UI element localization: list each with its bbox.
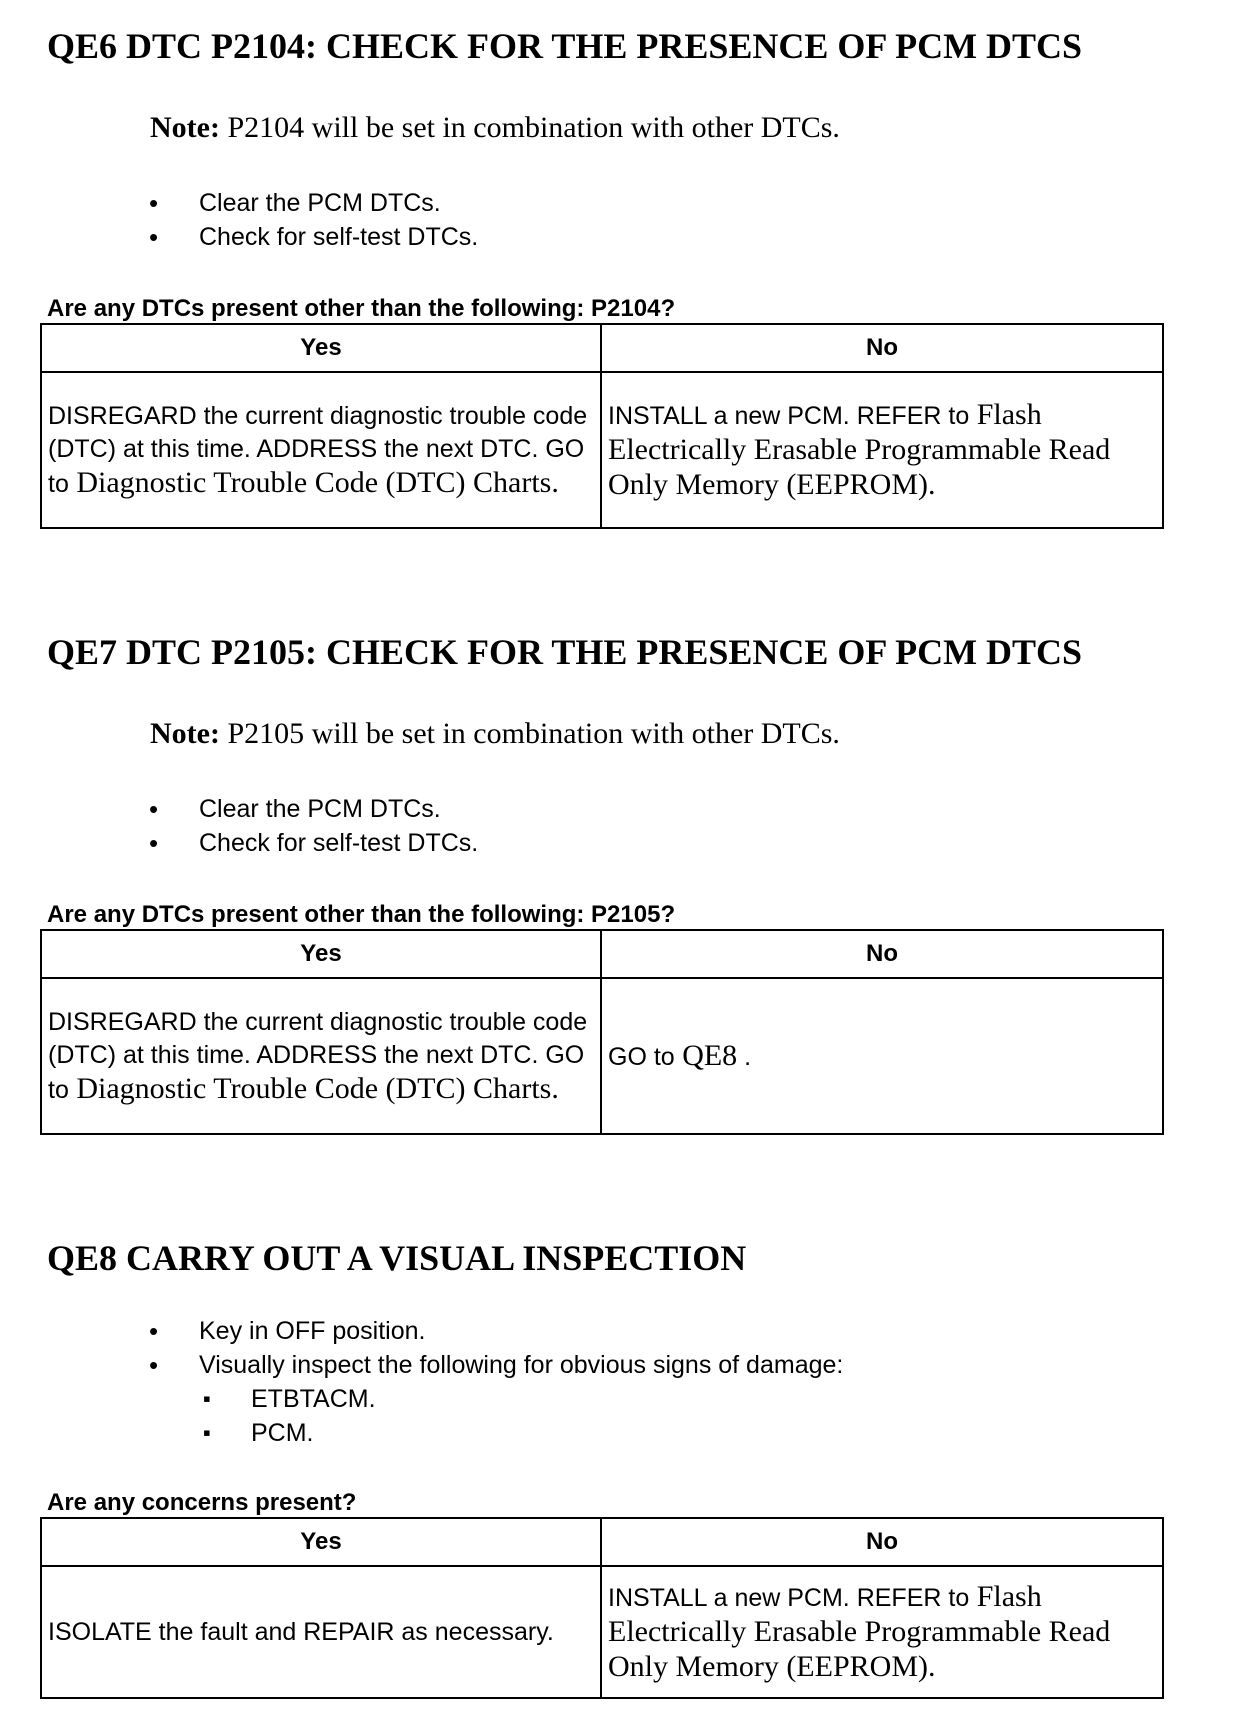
note <box>150 716 840 752</box>
step-list <box>163 186 478 254</box>
step-list <box>163 1314 843 1382</box>
note-label: Note: <box>150 111 220 144</box>
substep-list <box>163 1382 376 1450</box>
no-text-end: . <box>737 1042 752 1071</box>
step-item: • Check for self-test DTCs. <box>149 826 478 860</box>
question: Are any concerns present? <box>47 1489 357 1516</box>
yes-cell <box>41 978 601 1134</box>
no-header: No <box>601 930 1163 978</box>
no-link[interactable]: Flash Electrically Erasable Programmable Read Only Memory (EEPROM). <box>608 397 1111 501</box>
no-text: INSTALL a new PCM. REFER to <box>608 1583 970 1612</box>
no-link[interactable]: Flash Electrically Erasable Programmable Read Only Memory (EEPROM). <box>608 1579 1111 1683</box>
answer-table <box>40 929 1164 1135</box>
note-text: P2105 will be set in combination with other DTCs. <box>219 717 840 750</box>
yes-header: Yes <box>41 1518 601 1566</box>
no-header: No <box>601 1518 1163 1566</box>
no-cell <box>601 978 1163 1134</box>
step-list <box>163 792 478 860</box>
yes-cell <box>41 372 601 528</box>
question: Are any DTCs present other than the following: P2105? <box>47 901 676 928</box>
step-item <box>149 1348 843 1382</box>
yes-link[interactable]: Diagnostic Trouble Code (DTC) Charts. <box>68 1071 559 1105</box>
answer-table <box>40 1517 1164 1699</box>
no-text: GO to <box>608 1042 675 1071</box>
step-item: • Check for self-test DTCs. <box>149 220 478 254</box>
note-label: Note: <box>150 717 220 750</box>
yes-text: DISREGARD the current diagnostic trouble code (DTC) at this time. ADDRESS the next DTC. GO to <box>48 401 588 498</box>
note-text: P2104 will be set in combination with other DTCs. <box>219 111 840 144</box>
section-qe6 <box>47 26 1167 546</box>
yes-cell <box>41 1566 601 1698</box>
yes-header: Yes <box>41 324 601 372</box>
yes-link[interactable]: Diagnostic Trouble Code (DTC) Charts. <box>68 465 559 499</box>
section-heading: QE6 DTC P2104: CHECK FOR THE PRESENCE OF PCM DTCS <box>47 26 1083 66</box>
question: Are any DTCs present other than the following: P2104? <box>47 295 676 322</box>
no-text: INSTALL a new PCM. REFER to <box>608 401 970 430</box>
section-heading: QE8 CARRY OUT A VISUAL INSPECTION <box>47 1238 747 1278</box>
step-item: • Clear the PCM DTCs. <box>149 186 478 220</box>
no-cell <box>601 1566 1163 1698</box>
substep-item: ▪ ETBTACM. <box>149 1382 376 1416</box>
yes-header: Yes <box>41 930 601 978</box>
no-cell <box>601 372 1163 528</box>
step-item: • Clear the PCM DTCs. <box>149 792 478 826</box>
answer-table <box>40 323 1164 529</box>
section-heading: QE7 DTC P2105: CHECK FOR THE PRESENCE OF PCM DTCS <box>47 632 1083 672</box>
yes-text: ISOLATE the fault and REPAIR as necessary. <box>48 1617 554 1646</box>
section-qe7 <box>47 632 1167 1152</box>
note <box>150 110 840 146</box>
step-text: Visually inspect the following for obvious signs of damage: <box>199 1351 844 1379</box>
substep-item: ▪ PCM. <box>149 1416 376 1450</box>
yes-text: DISREGARD the current diagnostic trouble code (DTC) at this time. ADDRESS the next DTC. GO to <box>48 1007 588 1104</box>
section-qe8 <box>47 1238 1167 1718</box>
no-header: No <box>601 324 1163 372</box>
step-item: • Key in OFF position. <box>149 1314 843 1348</box>
no-link[interactable]: QE8 <box>674 1038 738 1072</box>
